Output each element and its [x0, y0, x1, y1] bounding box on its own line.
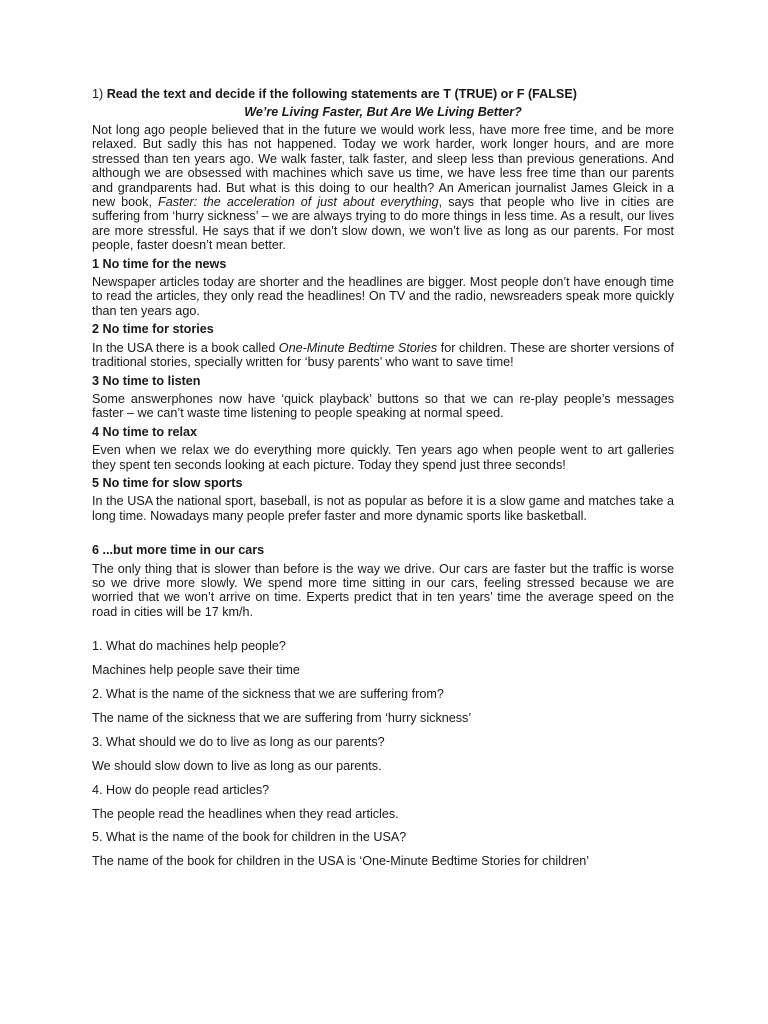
section-text-sports: In the USA the national sport, baseball, is not as popular as before it is a slow game and matches take a long time. Nowadays many people prefer faster and more dynamic sports like basketball.	[92, 494, 674, 523]
section-text-relax: Even when we relax we do everything more quickly. Ten years ago when people went to art galleries they spent ten seconds looking at each picture. Today they spend just three seconds!	[92, 443, 674, 472]
task-instruction-text: Read the text and decide if the following statements are T (TRUE) or F (FALSE)	[106, 87, 577, 101]
task-number: 1)	[92, 87, 107, 101]
intro-book-title: Faster: the acceleration of just about everything	[158, 195, 439, 210]
article-intro	[92, 123, 674, 253]
answer-5: The name of the book for children in the USA is ‘One-Minute Bedtime Stories for children’	[92, 854, 589, 869]
answer-1: Machines help people save their time	[92, 663, 300, 678]
section-text-cars: The only thing that is slower than before is the way we drive. Our cars are faster but the traffic is worse so we drive more slowly. We spend more time sitting in our cars, feeling stressed because we are worried that we won’t arrive on time. Experts predict that in ten years’ time the average speed on the road in cities will be 17 km/h.	[92, 561, 674, 619]
section-text-stories	[92, 341, 674, 370]
section-heading-relax: 4 No time to relax	[92, 424, 197, 439]
section-heading-listen: 3 No time to listen	[92, 373, 201, 388]
question-1: 1. What do machines help people?	[92, 639, 286, 654]
intro-text-part1: Not long ago people believed that in the future we would work less, have more free time, and be more relaxed. But sadly this has not happened. Today we work harder, work longer hours, and are more stressed than ten years ago. We walk faster, talk faster, and sleep less than previous generations. And although we are obsessed with machines which save us time, we have less free time than our parents and grandparents had. But what is this doing to our health? An American journalist James Gleick in a new book,	[92, 123, 674, 210]
intro-text-part2: , says that people who live in cities are suffering from ‘hurry sickness’ – we are always trying to do more things in less time. As a result, our lives are more stressful. He says that if we don’t slow down, we won’t live as long as our parents. For most people, faster doesn’t mean better.	[92, 195, 674, 253]
section-text-listen: Some answerphones now have ‘quick playback’ buttons so that we can re-play people’s messages faster – we can’t waste time listening to people speaking at normal speed.	[92, 391, 674, 421]
section-heading-cars: 6 ...but more time in our cars	[92, 543, 265, 558]
question-4: 4. How do people read articles?	[92, 782, 270, 797]
stories-book-title: One-Minute Bedtime Stories	[278, 340, 438, 355]
section-spacer	[92, 523, 674, 539]
question-5: 5. What is the name of the book for children in the USA?	[92, 830, 407, 845]
section-text-news: Newspaper articles today are shorter and the headlines are bigger. Most people don’t have enough time to read the articles, they only read the headlines! On TV and the radio, newsreaders speak more quickly than ten years ago.	[92, 275, 674, 318]
question-3: 3. What should we do to live as long as our parents?	[92, 734, 385, 749]
answer-2: The name of the sickness that we are suffering from ‘hurry sickness’	[92, 710, 472, 725]
task-instruction	[92, 86, 674, 102]
question-2: 2. What is the name of the sickness that we are suffering from?	[92, 687, 444, 701]
section-heading-sports: 5 No time for slow sports	[92, 475, 243, 490]
article-title: We’re Living Faster, But Are We Living Better?	[244, 105, 522, 119]
answer-4: The people read the headlines when they read articles.	[92, 806, 399, 821]
section-heading-news: 1 No time for the news	[92, 256, 227, 271]
stories-text-after: for children. These are shorter versions of traditional stories, specially written for ‘busy parents’ who want to save time!	[92, 340, 674, 370]
question-answer-list	[92, 639, 674, 869]
answer-3: We should slow down to live as long as our parents.	[92, 758, 382, 773]
document-page	[92, 86, 674, 869]
section-heading-stories: 2 No time for stories	[92, 322, 214, 337]
stories-text-before: In the USA there is a book called	[92, 340, 279, 355]
